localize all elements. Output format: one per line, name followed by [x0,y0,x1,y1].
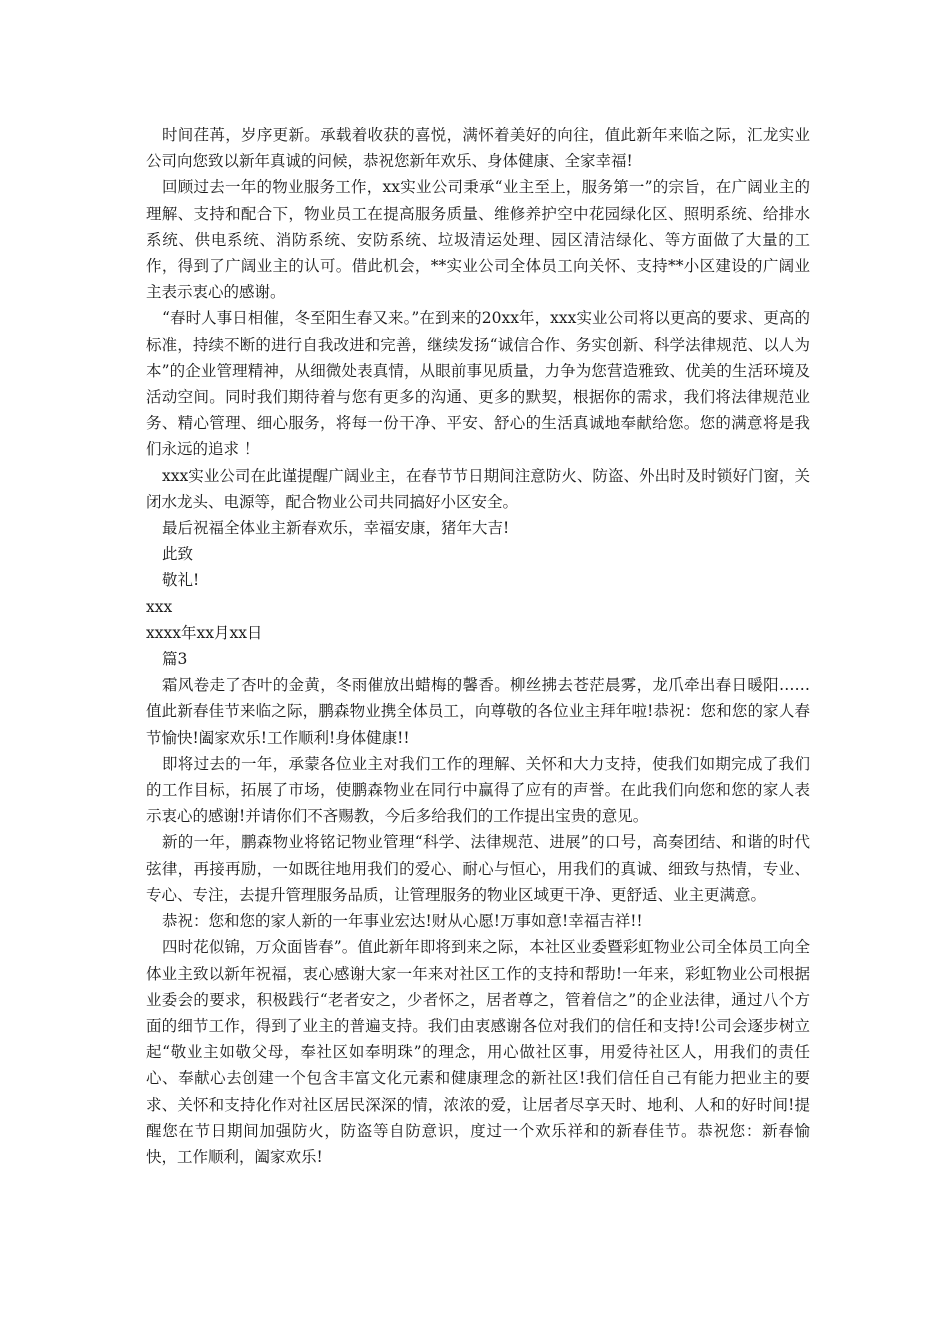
paragraph-pengsen-plan: 新的一年，鹏森物业将铭记物业管理“科学、法律规范、进展”的口号，高奏团结、和谐的时代弦律，再接再励，一如既往地用我们的爱心、耐心与恒心，用我们的真诚、细致与热情，专业、专心、专注，去提升管理服务品质，让管理服务的物业区域更干净、更舒适、业主更满意。 [146,833,810,904]
closing-regards: 敬礼! [162,571,200,590]
section-heading: 篇3 [162,650,188,669]
document-body [146,122,810,1170]
paragraph-greeting: 时间荏苒，岁序更新。承载着收获的喜悦，满怀着美好的向往，值此新年来临之际，汇龙实业公司向您致以新年真诚的问候，恭祝您新年欢乐、身体健康、全家幸福! [146,126,810,171]
signature: xxx [146,597,173,616]
paragraph-rainbow-greeting: 四时花似锦，万众面皆春”。值此新年即将到来之际，本社区业委暨彩虹物业公司全体员工向全体业主致以新年祝福，衷心感谢大家一年来对社区工作的支持和帮助!一年来，彩虹物业公司根据业委会的要求，积极践行“老者安之，少者怀之，居者尊之，管着信之”的企业法律，通过八个方面的细节工作，得到了业主的普遍支持。我们由衷感谢各位对我们的信任和支持!公司会逐步树立起“敬业主如敬父母，奉社区如奉明珠”的理念，用心做社区事，用爱待社区人，用我们的责任心、奉献心去创建一个包含丰富文化元素和健康理念的新社区!我们信任自己有能力把业主的要求、关怀和支持化作对社区居民深深的情，浓浓的爱，让居者尽享天时、地利、人和的好时间!提醒您在节日期间加强防火，防盗等自防意识，度过一个欢乐祥和的新春佳节。恭祝您：新春愉快，工作顺利，阖家欢乐! [146,938,810,1166]
paragraph-pengsen-thanks: 即将过去的一年，承蒙各位业主对我们工作的理解、关怀和大力支持，使我们如期完成了我们的工作目标，拓展了市场，使鹏森物业在同行中赢得了应有的声誉。在此我们向您和您的家人表示衷心的感谢!并请你们不吝赐教，今后多给我们的工作提出宝贵的意见。 [146,754,810,826]
paragraph-safety-reminder: xxx实业公司在此谨提醒广阔业主，在春节节日期间注意防火、防盗、外出时及时锁好门窗，关闭水龙头、电源等，配合物业公司共同搞好小区安全。 [146,466,810,511]
paragraph-pengsen-greeting: 霜风卷走了杏叶的金黄，冬雨催放出蜡梅的馨香。柳丝拂去苍茫晨雾，龙爪牵出春日暖阳……值此新春佳节来临之际，鹏森物业携全体员工，向尊敬的各位业主拜年啦!恭祝：您和您的家人春节愉快!阖家欢乐!工作顺利!身体健康!! [146,676,810,747]
paragraph-pengsen-wishes: 恭祝：您和您的家人新的一年事业宏达!财从心愿!万事如意!幸福吉祥!! [162,912,643,931]
paragraph-new-year-plan: “春时人事日相催，冬至阳生春又来。”在到来的20xx年，xxx实业公司将以更高的要求、更高的标准，持续不断的进行自我改进和完善，继续发扬“诚信合作、务实创新、科学法律规范、以人为本”的企业管理精神，从细微处表真情，从眼前事见质量，力争为您营造雅致、优美的生活环境及活动空间。同时我们期待着与您有更多的沟通、更多的默契，根据你的需求，我们将法律规范业务、精心管理、细心服务，将每一份干净、平安、舒心的生活真诚地奉献给您。您的满意将是我们永远的追求 ！ [146,309,810,459]
date-line: xxxx年xx月xx日 [146,623,263,642]
paragraph-review: 回顾过去一年的物业服务工作，xx实业公司秉承“业主至上，服务第一”的宗旨，在广阔业主的理解、支持和配合下，物业员工在提高服务质量、维修养护空中花园绿化区、照明系统、给排水系统、供电系统、消防系统、安防系统、垃圾清运处理、园区清洁绿化、等方面做了大量的工作，得到了广阔业主的认可。借此机会，**实业公司全体员工向关怀、支持**小区建设的广阔业主表示衷心的感谢。 [146,178,810,302]
closing-salutation: 此致 [162,545,194,564]
paragraph-final-wishes: 最后祝福全体业主新春欢乐，幸福安康，猪年大吉! [162,519,510,538]
